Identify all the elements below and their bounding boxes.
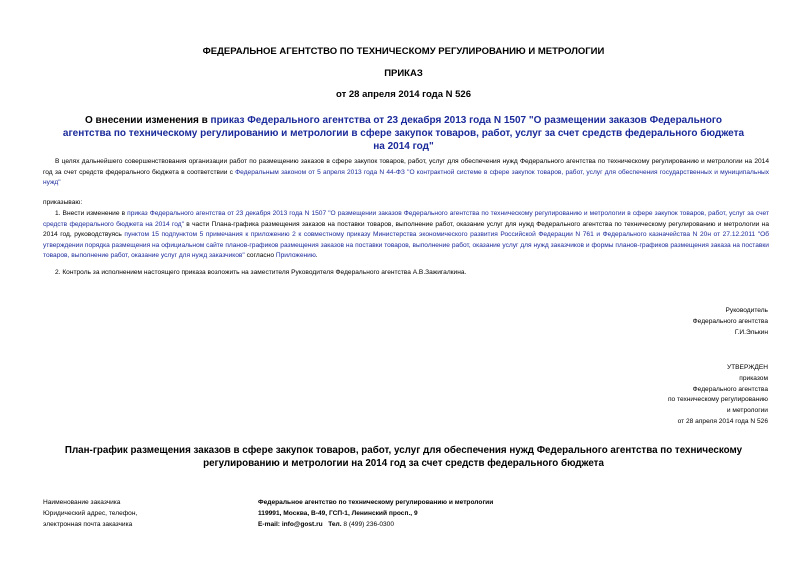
signature-title-line1: Руководитель <box>725 307 768 314</box>
item1-order-link[interactable]: приказ Федерального агентства от 23 декабря 2013 года N 1507 "О размещении заказов Федерального агентства по техническому регулированию и метрологии в сфере закупок товаров, работ, услуг за счет средств федерального бюджета на 2014 год" <box>43 210 769 228</box>
item1-prefix: 1. Внести изменение в <box>55 210 128 217</box>
value-customer-contacts <box>258 519 758 530</box>
document-heading <box>60 114 747 153</box>
value-email: E-mail: info@gost.ru <box>258 521 323 528</box>
value-phone: 8 (499) 236-0300 <box>343 521 395 528</box>
signatory-name: Г.И.Элькин <box>734 329 768 336</box>
item1-end: . <box>315 252 318 259</box>
preamble-text: В целях дальнейшего совершенствования организации работ по размещению заказов в сфере закупок товаров, работ, услуг для обеспечения нужд Федерального агентства по техническому регулированию и метрологии на 2014 год за счет средств федерального бюджета в соответствии с <box>43 158 769 176</box>
approval-line6: от 28 апреля 2014 года N 526 <box>677 417 768 425</box>
document-type: ПРИКАЗ <box>384 68 423 79</box>
order-item-2: 2. Контроль за исполнением настоящего приказа возложить на заместителя Руководителя Федерального агентства А.В.Зажигалкина. <box>55 269 467 276</box>
approval-line2: приказом <box>739 374 768 382</box>
agency-name: ФЕДЕРАЛЬНОЕ АГЕНТСТВО ПО ТЕХНИЧЕСКОМУ РЕГУЛИРОВАНИЮ И МЕТРОЛОГИИ <box>202 46 605 57</box>
plan-title: План-график размещения заказов в сфере закупок товаров, работ, услуг для обеспечения нужд Федерального агентства по техническому регулированию и метрологии на 2014 год за счет средств федерального бюджета <box>64 445 743 469</box>
value-customer-name: Федеральное агентство по техническому регулированию и метрологии <box>258 499 494 506</box>
item1-mid: в части Плана-графика размещения заказов на поставки товаров, выполнение работ, оказание услуг для нужд Федерального агентства по техническому регулированию и метрологии на 2014 год, руководствуясь <box>43 220 769 238</box>
approval-block <box>560 363 768 428</box>
value-phone-label: Тел. <box>328 521 342 528</box>
item1-joint-order-link[interactable]: пунктом 15 подпунктом 5 примечания к приложению 2 к совместному приказу Министерства экономического развития Российской Федерации N 761 и Федерального казначейства N 20н от 27.12.2011 "Об утверждении порядка размещения на официальном сайте планов-графиков размещения заказов на поставки товаров, выполнение работ, оказание услуг для нужд заказчиков и формы планов-графиков размещения заказа на поставки товаров, выполнение работ, оказание услуг для нужд заказчиков" <box>43 231 769 259</box>
heading-order-link[interactable]: приказ Федерального агентства от 23 декабря 2013 года N 1507 "О размещении заказов Федерального агентства по техническому регулированию и метрологии в сфере закупок товаров, работ, услуг за счет средств федерального бюджета на 2014 год" <box>62 115 745 152</box>
label-customer-name: Наименование заказчика <box>43 499 121 506</box>
orders-label: приказываю: <box>43 199 83 206</box>
signature-title-line2: Федерального агентства <box>692 318 768 325</box>
value-customer-address: 119991, Москва, В-49, ГСП-1, Ленинский просп., 9 <box>258 510 418 517</box>
order-item-1 <box>43 209 769 262</box>
approval-line4: по техническому регулированию <box>667 396 768 404</box>
label-customer-address: Юридический адрес, телефон, <box>43 510 138 517</box>
customer-info-values <box>258 497 758 530</box>
document-date: от 28 апреля 2014 года N 526 <box>336 89 471 100</box>
approval-line3: Федерального агентства <box>692 385 768 393</box>
approval-line5: и метрологии <box>726 407 768 415</box>
signature-block <box>560 305 768 338</box>
preamble-paragraph <box>43 157 769 189</box>
federal-law-link[interactable]: Федеральным законом от 5 апреля 2013 года N 44-ФЗ "О контрактной системе в сфере закупок товаров, работ, услуг для обеспечения государственных и муниципальных нужд" <box>43 168 769 186</box>
customer-info-labels <box>43 497 243 530</box>
approval-line1: УТВЕРЖДЕН <box>726 364 768 371</box>
item1-suffix: согласно <box>244 252 276 259</box>
appendix-link[interactable]: Приложению <box>275 252 316 259</box>
heading-prefix: О внесении изменения в <box>84 115 211 126</box>
label-customer-email: электронная почта заказчика <box>43 521 133 528</box>
